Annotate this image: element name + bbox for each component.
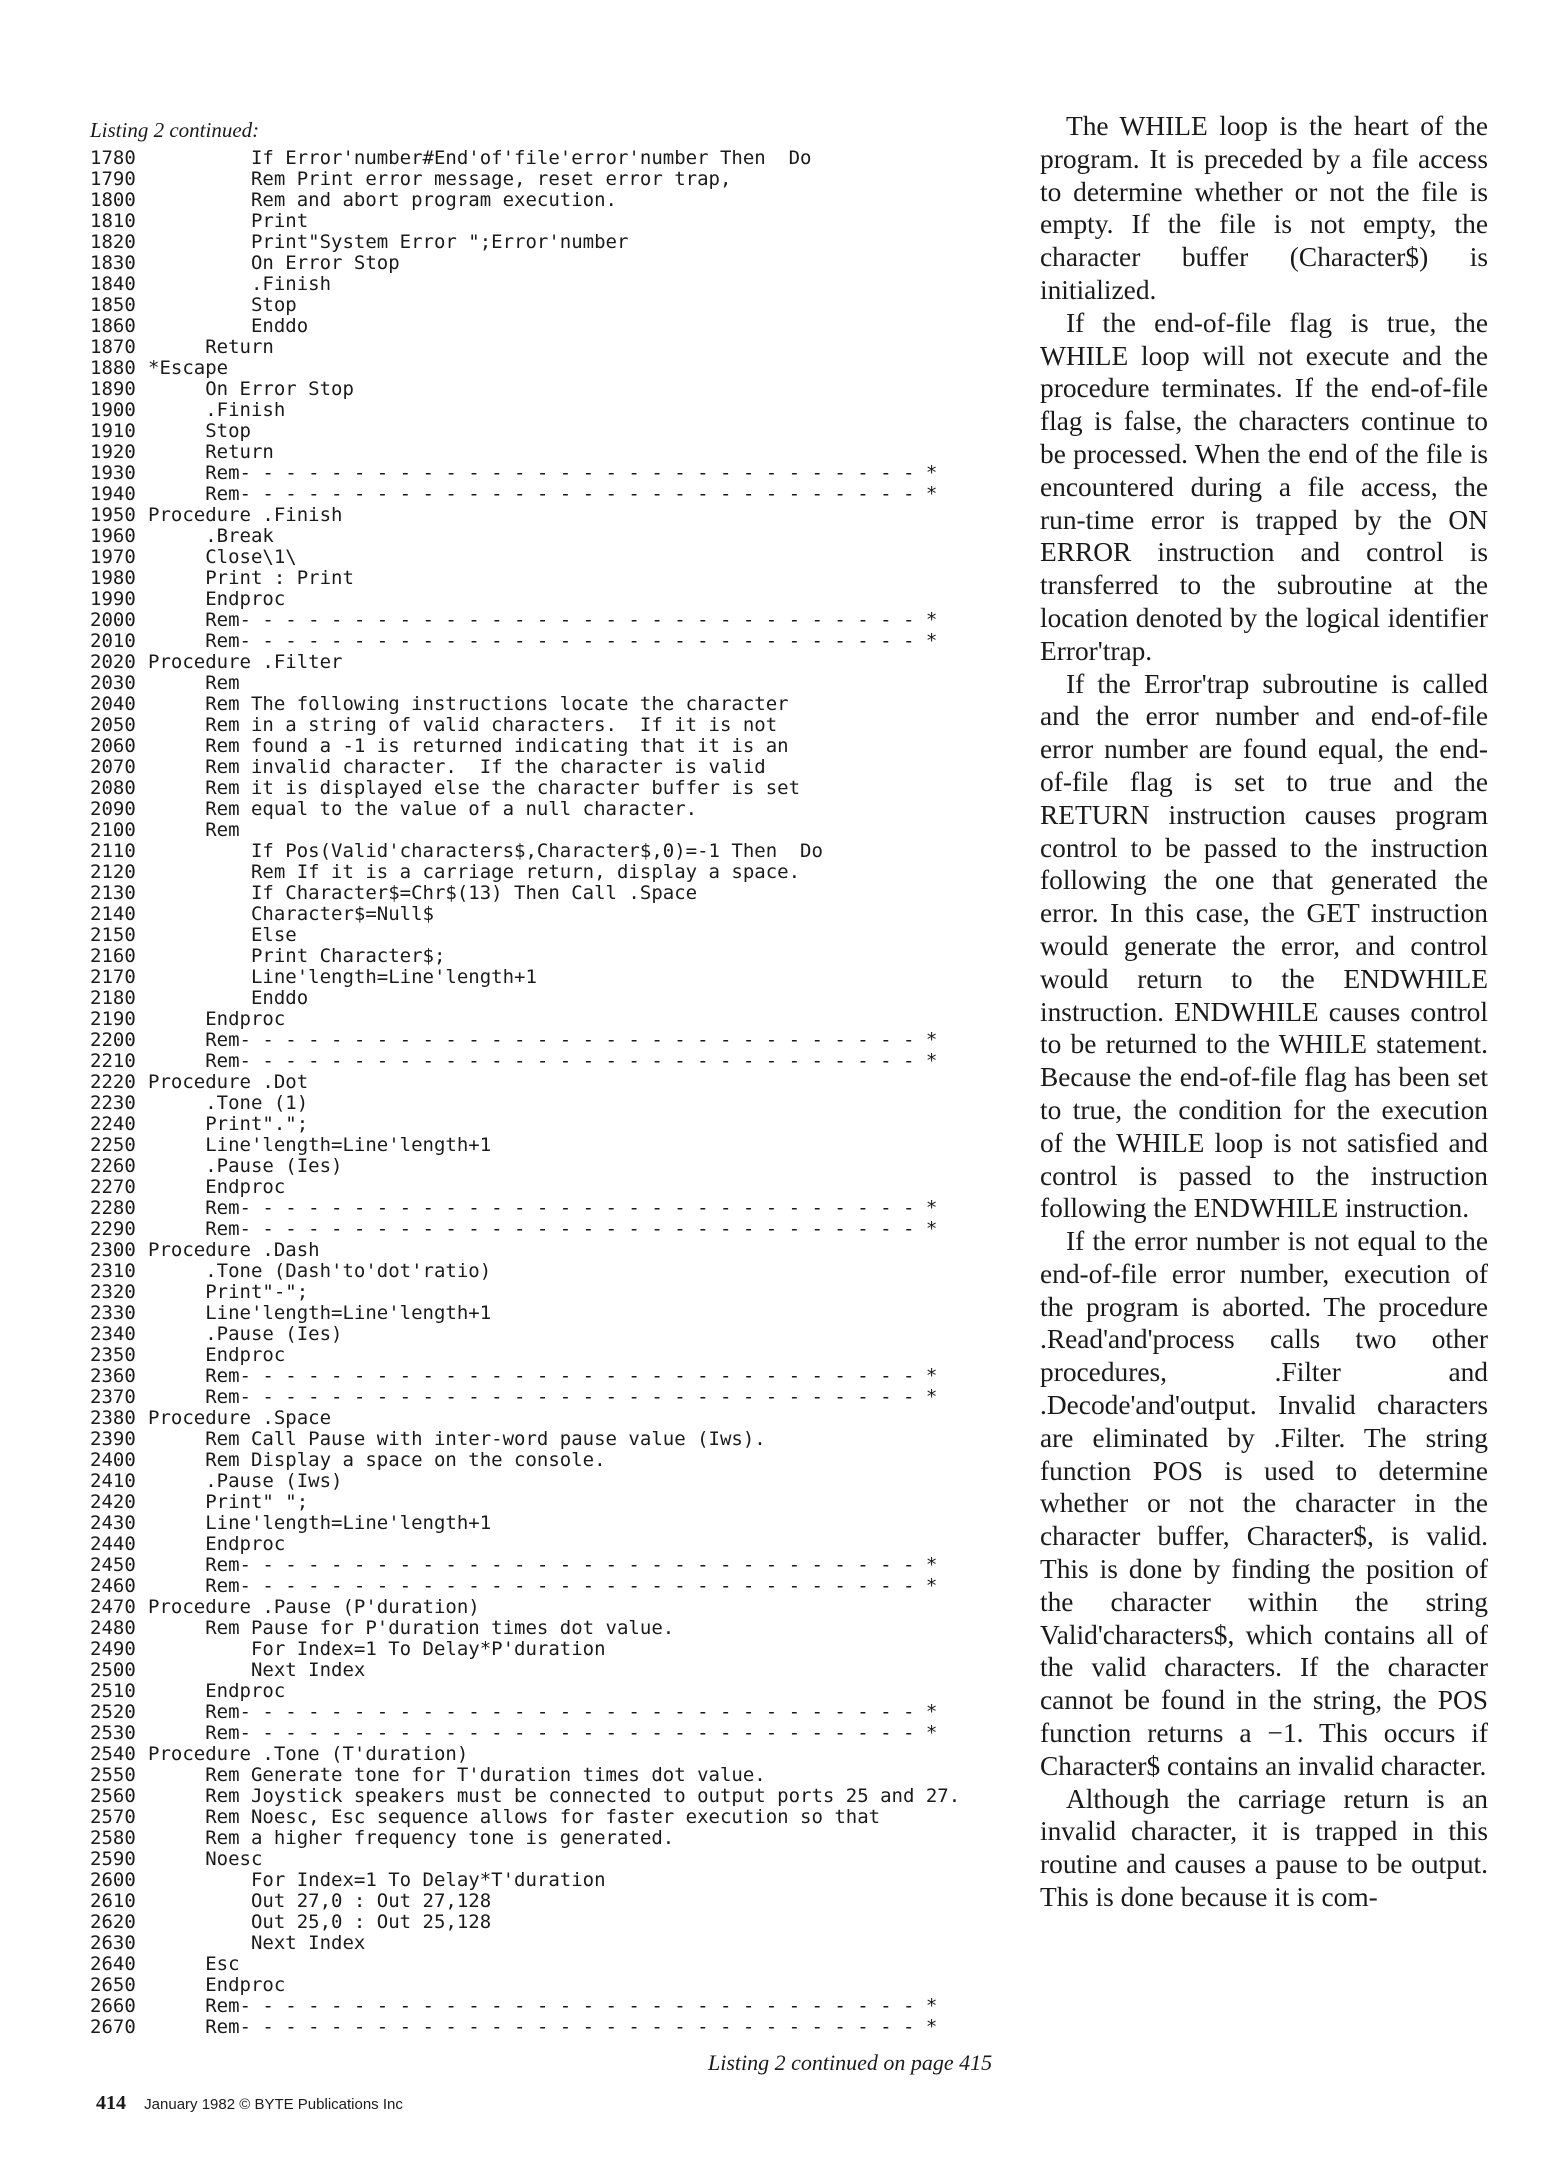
code-line	[90, 232, 1025, 253]
line-text: Procedure .Filter	[148, 652, 343, 673]
line-number: 2140	[90, 904, 136, 925]
line-text: Print".";	[148, 1114, 309, 1135]
code-line	[90, 421, 1025, 442]
line-text: Return	[148, 337, 274, 358]
line-text: Rem- - - - - - - - - - - - - - - - - - - - - - - - - - - - - - *	[148, 1576, 938, 1597]
line-text: Procedure .Dot	[148, 1072, 309, 1093]
line-text: Endproc	[148, 589, 286, 610]
code-line	[90, 442, 1025, 463]
code-line	[90, 1324, 1025, 1345]
code-line	[90, 1660, 1025, 1681]
code-line	[90, 694, 1025, 715]
code-line	[90, 358, 1025, 379]
line-text: Else	[148, 925, 297, 946]
code-line	[90, 295, 1025, 316]
code-line	[90, 1597, 1025, 1618]
line-text: .Pause (Ies)	[148, 1156, 343, 1177]
line-number: 2360	[90, 1366, 136, 1387]
line-number: 2580	[90, 1828, 136, 1849]
code-line	[90, 1177, 1025, 1198]
code-line	[90, 1261, 1025, 1282]
line-text: Print" ";	[148, 1492, 309, 1513]
line-text: Endproc	[148, 1681, 286, 1702]
line-number: 1940	[90, 484, 136, 505]
code-line	[90, 631, 1025, 652]
line-number: 2160	[90, 946, 136, 967]
line-number: 2120	[90, 862, 136, 883]
line-text: Rem it is displayed else the character buffer is set	[148, 778, 801, 799]
line-number: 2610	[90, 1891, 136, 1912]
line-text: .Finish	[148, 274, 332, 295]
line-text: Line'length=Line'length+1	[148, 1303, 492, 1324]
code-line	[90, 1954, 1025, 1975]
code-line	[90, 736, 1025, 757]
line-number: 2090	[90, 799, 136, 820]
line-number: 2450	[90, 1555, 136, 1576]
code-line	[90, 1555, 1025, 1576]
line-number: 1890	[90, 379, 136, 400]
line-text: Next Index	[148, 1660, 366, 1681]
line-number: 2230	[90, 1093, 136, 1114]
code-line	[90, 274, 1025, 295]
listing-continued-note: Listing 2 continued on page 415	[708, 2050, 993, 2075]
line-number: 1820	[90, 232, 136, 253]
page-footer	[96, 2092, 403, 2115]
code-line	[90, 820, 1025, 841]
code-line	[90, 1303, 1025, 1324]
line-number: 2410	[90, 1471, 136, 1492]
line-number: 2300	[90, 1240, 136, 1261]
code-line	[90, 1807, 1025, 1828]
line-text: Rem and abort program execution.	[148, 190, 617, 211]
line-text: Line'length=Line'length+1	[148, 1135, 492, 1156]
line-text: Line'length=Line'length+1	[148, 967, 537, 988]
line-number: 2200	[90, 1030, 136, 1051]
line-number: 2280	[90, 1198, 136, 1219]
line-number: 1850	[90, 295, 136, 316]
line-text: Noesc	[148, 1849, 263, 1870]
line-number: 2180	[90, 988, 136, 1009]
code-line	[90, 1072, 1025, 1093]
code-line	[90, 610, 1025, 631]
line-number: 1950	[90, 505, 136, 526]
line-number: 2480	[90, 1618, 136, 1639]
line-text: Rem	[148, 820, 240, 841]
code-line	[90, 1996, 1025, 2017]
line-text: Rem- - - - - - - - - - - - - - - - - - - - - - - - - - - - - - *	[148, 1051, 938, 1072]
line-number: 2530	[90, 1723, 136, 1744]
line-text: For Index=1 To Delay*T'duration	[148, 1870, 606, 1891]
listing-caption: Listing 2 continued:	[90, 118, 260, 142]
line-number: 1880	[90, 358, 136, 379]
line-number: 1830	[90, 253, 136, 274]
line-text: Print"System Error ";Error'number	[148, 232, 629, 253]
line-number: 2260	[90, 1156, 136, 1177]
line-text: For Index=1 To Delay*P'duration	[148, 1639, 606, 1660]
code-line	[90, 862, 1025, 883]
code-line	[90, 1870, 1025, 1891]
line-number: 2440	[90, 1534, 136, 1555]
line-text: Next Index	[148, 1933, 366, 1954]
line-number: 2550	[90, 1765, 136, 1786]
line-text: Rem- - - - - - - - - - - - - - - - - - - - - - - - - - - - - - *	[148, 1030, 938, 1051]
code-line	[90, 883, 1025, 904]
line-text: Procedure .Tone (T'duration)	[148, 1744, 469, 1765]
line-number: 2460	[90, 1576, 136, 1597]
code-line	[90, 1933, 1025, 1954]
line-text: .Finish	[148, 400, 286, 421]
line-number: 2650	[90, 1975, 136, 1996]
line-number: 2020	[90, 652, 136, 673]
line-number: 2250	[90, 1135, 136, 1156]
line-text: Rem Generate tone for T'duration times dot value.	[148, 1765, 766, 1786]
code-line	[90, 1408, 1025, 1429]
line-text: Endproc	[148, 1177, 286, 1198]
article-paragraph: If the end-of-file flag is true, the WHILE loop will not execute and the procedure terminates. If the end-of-file flag is false, the characters continue to be processed. When the end of the file is encountered during a file access, the run-time error is trapped by the ON ERROR instruction and control is transferred to the subroutine at the location denoted by the logical identifier Error'trap.	[1040, 307, 1488, 666]
line-text: Rem- - - - - - - - - - - - - - - - - - - - - - - - - - - - - - *	[148, 484, 938, 505]
code-line	[90, 652, 1025, 673]
line-text: Rem Noesc, Esc sequence allows for faster execution so that	[148, 1807, 881, 1828]
line-text: Rem	[148, 673, 240, 694]
line-text: Return	[148, 442, 274, 463]
code-line	[90, 253, 1025, 274]
code-line	[90, 1534, 1025, 1555]
line-number: 1860	[90, 316, 136, 337]
code-line	[90, 967, 1025, 988]
line-text: Rem- - - - - - - - - - - - - - - - - - - - - - - - - - - - - - *	[148, 1219, 938, 1240]
line-text: Esc	[148, 1954, 240, 1975]
code-listing	[90, 148, 1025, 2038]
code-line	[90, 1030, 1025, 1051]
line-number: 2560	[90, 1786, 136, 1807]
line-text: *Escape	[148, 358, 229, 379]
line-text: Rem- - - - - - - - - - - - - - - - - - - - - - - - - - - - - - *	[148, 1555, 938, 1576]
article-column	[1040, 110, 1488, 1914]
line-number: 2080	[90, 778, 136, 799]
code-line	[90, 1639, 1025, 1660]
code-line	[90, 1387, 1025, 1408]
line-text: Rem- - - - - - - - - - - - - - - - - - - - - - - - - - - - - - *	[148, 1198, 938, 1219]
article-paragraph: If the error number is not equal to the end-of-file error number, execution of the program is aborted. The procedure .Read'and'process calls two other procedures, .Filter and .Decode'and'output. Invalid characters are eliminated by .Filter. The string function POS is used to determine whether or not the character in the character buffer, Character$, is valid. This is done by finding the position of the character within the string Valid'characters$, which contains all of the valid characters. If the character cannot be found in the string, the POS function returns a −1. This occurs if Character$ contains an invalid character.	[1040, 1226, 1488, 1781]
line-text: .Pause (Ies)	[148, 1324, 343, 1345]
code-line	[90, 715, 1025, 736]
line-number: 2430	[90, 1513, 136, 1534]
line-text: Rem- - - - - - - - - - - - - - - - - - - - - - - - - - - - - - *	[148, 1723, 938, 1744]
code-line	[90, 2017, 1025, 2038]
line-number: 2000	[90, 610, 136, 631]
code-line	[90, 589, 1025, 610]
code-line	[90, 169, 1025, 190]
code-line	[90, 1681, 1025, 1702]
line-number: 2320	[90, 1282, 136, 1303]
line-text: Rem- - - - - - - - - - - - - - - - - - - - - - - - - - - - - - *	[148, 610, 938, 631]
code-line	[90, 799, 1025, 820]
line-text: Rem- - - - - - - - - - - - - - - - - - - - - - - - - - - - - - *	[148, 1366, 938, 1387]
line-text: Rem The following instructions locate the character	[148, 694, 789, 715]
code-line	[90, 484, 1025, 505]
line-text: Endproc	[148, 1009, 286, 1030]
line-text: Rem Print error message, reset error trap,	[148, 169, 732, 190]
code-line	[90, 1450, 1025, 1471]
line-number: 2520	[90, 1702, 136, 1723]
line-number: 1840	[90, 274, 136, 295]
line-text: Rem Joystick speakers must be connected to output ports 25 and 27.	[148, 1786, 961, 1807]
line-number: 2290	[90, 1219, 136, 1240]
line-number: 2670	[90, 2017, 136, 2038]
line-text: Endproc	[148, 1534, 286, 1555]
line-number: 2220	[90, 1072, 136, 1093]
line-number: 2190	[90, 1009, 136, 1030]
code-line	[90, 1093, 1025, 1114]
line-text: Print"-";	[148, 1282, 309, 1303]
line-number: 2150	[90, 925, 136, 946]
line-number: 2540	[90, 1744, 136, 1765]
line-text: Rem- - - - - - - - - - - - - - - - - - - - - - - - - - - - - - *	[148, 1996, 938, 2017]
line-text: Procedure .Space	[148, 1408, 332, 1429]
code-line	[90, 1849, 1025, 1870]
line-text: On Error Stop	[148, 379, 354, 400]
code-line	[90, 1156, 1025, 1177]
code-line	[90, 1198, 1025, 1219]
code-line	[90, 778, 1025, 799]
code-line	[90, 400, 1025, 421]
code-line	[90, 568, 1025, 589]
code-line	[90, 526, 1025, 547]
page-number: 414	[96, 2092, 126, 2114]
code-line	[90, 1114, 1025, 1135]
line-text: Rem- - - - - - - - - - - - - - - - - - - - - - - - - - - - - - *	[148, 2017, 938, 2038]
code-line	[90, 1051, 1025, 1072]
line-text: If Pos(Valid'characters$,Character$,0)=-1 Then Do	[148, 841, 823, 862]
line-text: Stop	[148, 295, 297, 316]
line-number: 2050	[90, 715, 136, 736]
line-text: Enddo	[148, 316, 309, 337]
line-number: 2400	[90, 1450, 136, 1471]
line-number: 1810	[90, 211, 136, 232]
line-number: 2640	[90, 1954, 136, 1975]
line-number: 2170	[90, 967, 136, 988]
line-text: Endproc	[148, 1345, 286, 1366]
line-number: 2270	[90, 1177, 136, 1198]
line-number: 2570	[90, 1807, 136, 1828]
line-number: 1790	[90, 169, 136, 190]
code-line	[90, 1471, 1025, 1492]
line-text: Enddo	[148, 988, 309, 1009]
line-number: 2010	[90, 631, 136, 652]
code-line	[90, 190, 1025, 211]
line-number: 2660	[90, 1996, 136, 2017]
line-text: Procedure .Pause (P'duration)	[148, 1597, 480, 1618]
code-line	[90, 463, 1025, 484]
code-line	[90, 1975, 1025, 1996]
article-paragraph: The WHILE loop is the heart of the program. It is preceded by a file access to determine whether or not the file is empty. If the file is not empty, the character buffer (Character$) is initialized.	[1040, 111, 1488, 305]
line-number: 1900	[90, 400, 136, 421]
line-number: 1780	[90, 148, 136, 169]
code-line	[90, 1765, 1025, 1786]
code-line	[90, 1891, 1025, 1912]
line-text: Procedure .Finish	[148, 505, 343, 526]
line-number: 1930	[90, 463, 136, 484]
line-text: Print Character$;	[148, 946, 446, 967]
line-text: Stop	[148, 421, 251, 442]
line-number: 2390	[90, 1429, 136, 1450]
line-number: 2060	[90, 736, 136, 757]
line-number: 2040	[90, 694, 136, 715]
code-line	[90, 1744, 1025, 1765]
line-text: Rem invalid character. If the character is valid	[148, 757, 766, 778]
code-line	[90, 1513, 1025, 1534]
line-text: .Tone (Dash'to'dot'ratio)	[148, 1261, 492, 1282]
publication-line: January 1982 © BYTE Publications Inc	[144, 2096, 403, 2113]
line-text: Print	[148, 211, 309, 232]
code-line	[90, 1282, 1025, 1303]
line-number: 2210	[90, 1051, 136, 1072]
line-text: On Error Stop	[148, 253, 400, 274]
line-text: Rem in a string of valid characters. If it is not	[148, 715, 778, 736]
line-text: Rem- - - - - - - - - - - - - - - - - - - - - - - - - - - - - - *	[148, 631, 938, 652]
line-number: 2380	[90, 1408, 136, 1429]
line-number: 1870	[90, 337, 136, 358]
code-line	[90, 1135, 1025, 1156]
code-line	[90, 1576, 1025, 1597]
line-text: .Tone (1)	[148, 1093, 309, 1114]
line-number: 2070	[90, 757, 136, 778]
article-paragraph: Although the carriage return is an invalid character, it is trapped in this routine and causes a pause to be output. This is done because it is com-	[1040, 1783, 1488, 1913]
article-paragraph: If the Error'trap subroutine is called and the error number and end-of-file error number are found equal, the end-of-file flag is set to true and the RETURN instruction causes program control to be passed to the instruction following the one that generated the error. In this case, the GET instruction would generate the error, and control would return to the ENDWHILE instruction. ENDWHILE causes control to be returned to the WHILE statement. Because the end-of-file flag has been set to true, the condition for the execution of the WHILE loop is not satisfied and control is passed to the instruction following the ENDWHILE instruction.	[1040, 668, 1488, 1224]
line-number: 2130	[90, 883, 136, 904]
line-number: 2370	[90, 1387, 136, 1408]
line-number: 2620	[90, 1912, 136, 1933]
code-line	[90, 988, 1025, 1009]
line-number: 2240	[90, 1114, 136, 1135]
line-number: 1910	[90, 421, 136, 442]
line-text: Rem Call Pause with inter-word pause value (Iws).	[148, 1429, 766, 1450]
code-line	[90, 946, 1025, 967]
line-text: Rem a higher frequency tone is generated.	[148, 1828, 675, 1849]
code-line	[90, 505, 1025, 526]
line-text: Out 27,0 : Out 27,128	[148, 1891, 492, 1912]
line-number: 2340	[90, 1324, 136, 1345]
code-line	[90, 1723, 1025, 1744]
code-line	[90, 379, 1025, 400]
line-number: 2110	[90, 841, 136, 862]
code-line	[90, 547, 1025, 568]
code-line	[90, 925, 1025, 946]
code-line	[90, 1702, 1025, 1723]
code-line	[90, 757, 1025, 778]
code-line	[90, 316, 1025, 337]
line-number: 1920	[90, 442, 136, 463]
line-text: Rem If it is a carriage return, display a space.	[148, 862, 801, 883]
line-number: 2310	[90, 1261, 136, 1282]
line-number: 1960	[90, 526, 136, 547]
line-number: 2510	[90, 1681, 136, 1702]
line-text: Procedure .Dash	[148, 1240, 320, 1261]
line-text: Rem- - - - - - - - - - - - - - - - - - - - - - - - - - - - - - *	[148, 1387, 938, 1408]
line-text: Line'length=Line'length+1	[148, 1513, 492, 1534]
code-line	[90, 1828, 1025, 1849]
line-text: Character$=Null$	[148, 904, 434, 925]
line-text: If Error'number#End'of'file'error'number Then Do	[148, 148, 812, 169]
code-line	[90, 1240, 1025, 1261]
line-number: 2420	[90, 1492, 136, 1513]
code-line	[90, 673, 1025, 694]
line-number: 2600	[90, 1870, 136, 1891]
line-number: 1990	[90, 589, 136, 610]
line-number: 2350	[90, 1345, 136, 1366]
line-text: Close\1\	[148, 547, 297, 568]
code-line	[90, 211, 1025, 232]
line-number: 2100	[90, 820, 136, 841]
code-line	[90, 1345, 1025, 1366]
line-text: If Character$=Chr$(13) Then Call .Space	[148, 883, 698, 904]
line-number: 1970	[90, 547, 136, 568]
code-line	[90, 1429, 1025, 1450]
line-text: Rem Display a space on the console.	[148, 1450, 606, 1471]
line-number: 2630	[90, 1933, 136, 1954]
line-number: 2330	[90, 1303, 136, 1324]
line-text: Out 25,0 : Out 25,128	[148, 1912, 492, 1933]
line-number: 1980	[90, 568, 136, 589]
line-text: Rem- - - - - - - - - - - - - - - - - - - - - - - - - - - - - - *	[148, 463, 938, 484]
code-line	[90, 904, 1025, 925]
line-text: Rem found a -1 is returned indicating that it is an	[148, 736, 789, 757]
line-number: 2500	[90, 1660, 136, 1681]
code-line	[90, 841, 1025, 862]
code-line	[90, 1492, 1025, 1513]
line-number: 2490	[90, 1639, 136, 1660]
code-line	[90, 1618, 1025, 1639]
code-line	[90, 1219, 1025, 1240]
line-number: 1800	[90, 190, 136, 211]
line-number: 2030	[90, 673, 136, 694]
code-line	[90, 1912, 1025, 1933]
code-line	[90, 337, 1025, 358]
line-text: Endproc	[148, 1975, 286, 1996]
code-line	[90, 1366, 1025, 1387]
line-text: Rem- - - - - - - - - - - - - - - - - - - - - - - - - - - - - - *	[148, 1702, 938, 1723]
line-text: .Pause (Iws)	[148, 1471, 343, 1492]
line-text: Rem equal to the value of a null character.	[148, 799, 698, 820]
line-text: .Break	[148, 526, 274, 547]
code-line	[90, 1009, 1025, 1030]
line-number: 2470	[90, 1597, 136, 1618]
line-text: Print : Print	[148, 568, 354, 589]
line-text: Rem Pause for P'duration times dot value.	[148, 1618, 675, 1639]
line-number: 2590	[90, 1849, 136, 1870]
code-line	[90, 1786, 1025, 1807]
code-line	[90, 148, 1025, 169]
